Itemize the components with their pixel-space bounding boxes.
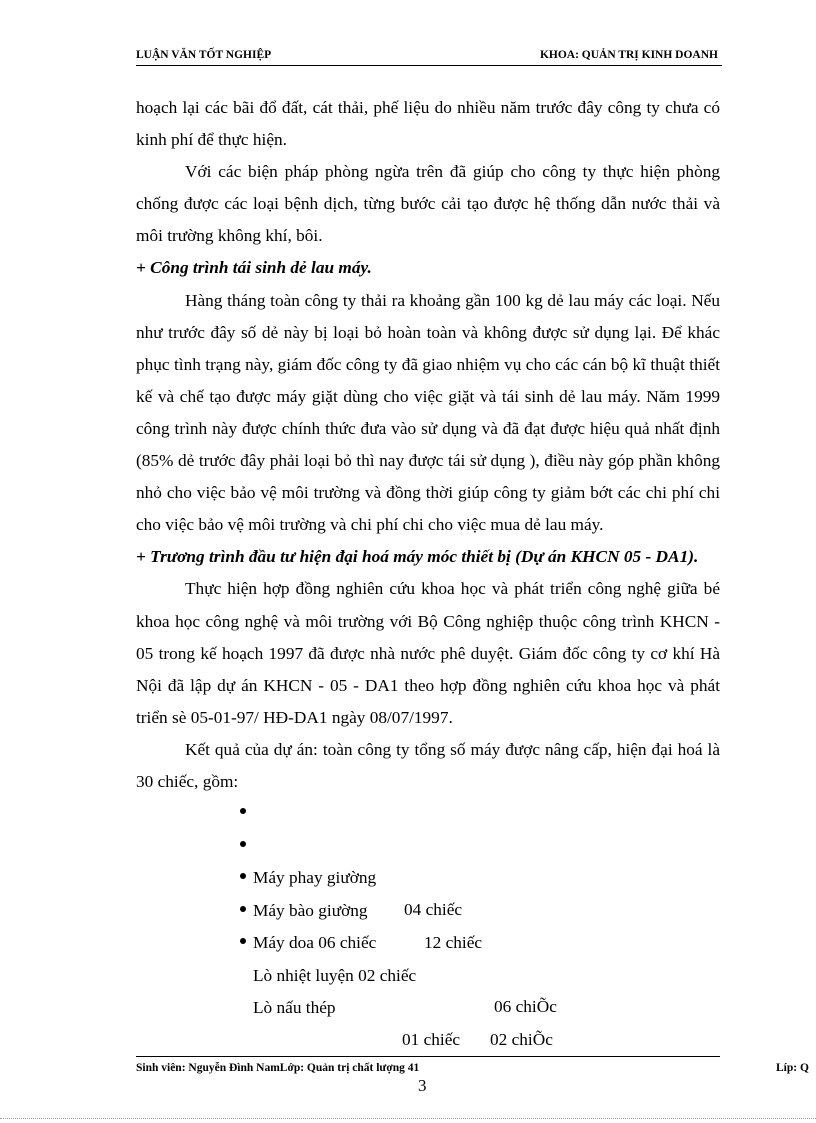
bullet-icon — [240, 938, 246, 944]
section-heading-rag-recycling: + Công trình tái sinh dẻ lau máy. — [136, 258, 372, 278]
header-thesis-title: LUẬN VĂN TỐT NGHIỆP — [136, 49, 272, 61]
paragraph-prevention: Với các biện pháp phòng ngừa trên đã giúp cho công ty thực hiện phòng chống được các loại bệnh dịch, từng bước cải tạo được hệ thống dẫn nước thải và môi trường không khí, bôi. — [136, 162, 720, 246]
document-body — [136, 92, 720, 1050]
list-item-label: Máy doa 06 chiếc — [253, 933, 377, 953]
section-heading-modernization: + Trương trình đầu tư hiện đại hoá máy móc thiết bị (Dự án KHCN 05 - DA1). — [136, 547, 699, 567]
footer-divider — [136, 1056, 720, 1057]
paragraph-rag-recycling: Hàng tháng toàn công ty thải ra khoảng gần 100 kg dẻ lau máy các loại. Nếu như trước đây số dẻ này bị loại bỏ hoàn toàn và không được sử dụng lại. Để khác phục tình trạng này, giám đốc công ty đã giao nhiệm vụ cho các cán bộ kĩ thuật thiết kế và chế tạo được máy giặt dùng cho việc giặt và tái sinh dẻ lau máy. Năm 1999 công trình này được chính thức đưa vào sử dụng và đã đạt được hiệu quả nhất định (85% dẻ trước đây phải loại bỏ thì nay được tái sử dụng ), điều này góp phần không nhỏ cho việc bảo vệ môi trường và đồng thời giúp công ty giảm bớt các chi phí chi cho việc bảo vệ môi trường và chi phí chi cho việc mua dẻ lau máy. — [136, 290, 720, 535]
paragraph-contract: Thực hiện hợp đồng nghiên cứu khoa học và phát triển công nghệ giữa bé khoa học công nghệ và môi trường với Bộ Công nghiệp thuộc công trình KHCN - 05 trong kế hoạch 1997 đã được nhà nước phê duyệt. Giám đốc công ty cơ khí Hà Nội đã lập dự án KHCN - 05 - DA1 theo hợp đồng nghiên cứu khoa học và phát triển sè 05-01-97/ HĐ-DA1 ngày 08/07/1997. — [136, 579, 720, 727]
list-item-label: Lò nấu thép — [253, 998, 336, 1018]
page-header — [136, 49, 722, 66]
list-item-label: Lò nhiệt luyện 02 chiếc — [253, 965, 417, 985]
bullet-icon — [240, 873, 246, 879]
list-item-count: 12 chiếc — [424, 932, 483, 952]
page-bottom-divider — [0, 1118, 816, 1119]
paragraph-continuation: hoạch lại các bãi đổ đất, cát thải, phế liệu do nhiều năm trước đây công ty chưa có kinh phí để thực hiện. — [136, 98, 720, 150]
list-item-label: Máy phay giường — [253, 868, 377, 888]
list-item-label: Máy bào giường — [253, 900, 368, 920]
bullet-icon — [240, 808, 246, 814]
machine-list — [136, 798, 720, 1050]
bullet-icon — [240, 841, 246, 847]
footer-class-info: Líp: Q — [776, 1062, 809, 1074]
page-number: 3 — [418, 1076, 427, 1095]
list-item-count: 01 chiếc — [402, 1030, 461, 1050]
list-item-count-alt: 06 chiÕc — [494, 997, 557, 1017]
list-item-count: 04 chiếc — [404, 900, 463, 920]
paragraph-results: Kết quả của dự án: toàn công ty tổng số máy được nâng cấp, hiện đại hoá là 30 chiếc, gồm: — [136, 739, 720, 791]
list-item-count-alt: 02 chiÕc — [490, 1029, 553, 1049]
header-faculty: KHOA: QUẢN TRỊ KINH DOANH — [539, 49, 718, 61]
bullet-icon — [240, 906, 246, 912]
footer-student-info: Sinh viên: Nguyễn Đình NamLớp: Quản trị chất lượng 41 — [136, 1062, 420, 1074]
